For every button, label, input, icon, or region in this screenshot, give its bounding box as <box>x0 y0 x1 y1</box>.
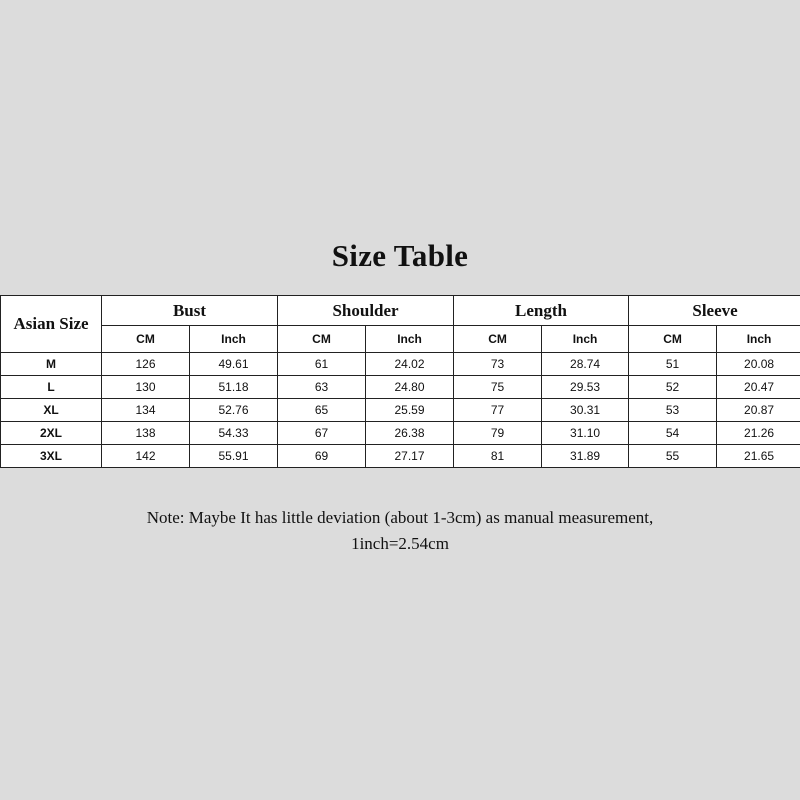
table-row <box>1 445 800 468</box>
length-cm-cell: 81 <box>454 445 542 468</box>
shoulder-header: Shoulder <box>278 296 454 326</box>
length-cm-cell: 75 <box>454 376 542 399</box>
sleeve-inch-header: Inch <box>717 326 800 353</box>
bust-cm-cell: 142 <box>102 445 190 468</box>
table-header-groups <box>1 296 800 326</box>
shoulder-cm-header: CM <box>278 326 366 353</box>
size-table <box>0 295 800 468</box>
length-inch-header: Inch <box>542 326 629 353</box>
shoulder-inch-cell: 24.02 <box>366 353 454 376</box>
note-line-conversion: 1inch=2.54cm <box>351 534 449 553</box>
length-inch-cell: 29.53 <box>542 376 629 399</box>
bust-inch-cell: 49.61 <box>190 353 278 376</box>
length-inch-cell: 30.31 <box>542 399 629 422</box>
size-cell: M <box>1 353 102 376</box>
sleeve-cm-header: CM <box>629 326 717 353</box>
length-cm-header: CM <box>454 326 542 353</box>
shoulder-cm-cell: 65 <box>278 399 366 422</box>
table-body <box>1 353 800 468</box>
length-inch-cell: 31.89 <box>542 445 629 468</box>
sleeve-inch-cell: 20.87 <box>717 399 800 422</box>
table-row <box>1 353 800 376</box>
shoulder-inch-cell: 26.38 <box>366 422 454 445</box>
table-row <box>1 376 800 399</box>
sleeve-header: Sleeve <box>629 296 800 326</box>
sleeve-inch-cell: 21.26 <box>717 422 800 445</box>
length-cm-cell: 77 <box>454 399 542 422</box>
shoulder-inch-cell: 25.59 <box>366 399 454 422</box>
bust-inch-cell: 54.33 <box>190 422 278 445</box>
length-cm-cell: 73 <box>454 353 542 376</box>
sleeve-cm-cell: 54 <box>629 422 717 445</box>
size-cell: XL <box>1 399 102 422</box>
bust-cm-cell: 130 <box>102 376 190 399</box>
sleeve-inch-cell: 20.47 <box>717 376 800 399</box>
sleeve-cm-cell: 51 <box>629 353 717 376</box>
shoulder-cm-cell: 69 <box>278 445 366 468</box>
table-header-units <box>1 326 800 353</box>
bust-inch-cell: 55.91 <box>190 445 278 468</box>
size-cell: L <box>1 376 102 399</box>
bust-inch-cell: 51.18 <box>190 376 278 399</box>
length-inch-cell: 31.10 <box>542 422 629 445</box>
shoulder-cm-cell: 63 <box>278 376 366 399</box>
length-cm-cell: 79 <box>454 422 542 445</box>
size-cell: 3XL <box>1 445 102 468</box>
shoulder-inch-header: Inch <box>366 326 454 353</box>
bust-inch-header: Inch <box>190 326 278 353</box>
bust-inch-cell: 52.76 <box>190 399 278 422</box>
length-inch-cell: 28.74 <box>542 353 629 376</box>
bust-header: Bust <box>102 296 278 326</box>
size-cell: 2XL <box>1 422 102 445</box>
length-header: Length <box>454 296 629 326</box>
measurement-note <box>0 505 800 557</box>
shoulder-cm-cell: 61 <box>278 353 366 376</box>
shoulder-cm-cell: 67 <box>278 422 366 445</box>
bust-cm-cell: 138 <box>102 422 190 445</box>
sleeve-cm-cell: 53 <box>629 399 717 422</box>
page-title: Size Table <box>331 238 469 273</box>
asian-size-header: Asian Size <box>1 296 102 353</box>
sleeve-cm-cell: 55 <box>629 445 717 468</box>
sleeve-inch-cell: 21.65 <box>717 445 800 468</box>
table-row <box>1 422 800 445</box>
shoulder-inch-cell: 27.17 <box>366 445 454 468</box>
table-row <box>1 399 800 422</box>
bust-cm-header: CM <box>102 326 190 353</box>
sleeve-inch-cell: 20.08 <box>717 353 800 376</box>
shoulder-inch-cell: 24.80 <box>366 376 454 399</box>
bust-cm-cell: 134 <box>102 399 190 422</box>
bust-cm-cell: 126 <box>102 353 190 376</box>
sleeve-cm-cell: 52 <box>629 376 717 399</box>
note-line-deviation: Note: Maybe It has little deviation (about 1-3cm) as manual measurement, <box>146 508 654 527</box>
